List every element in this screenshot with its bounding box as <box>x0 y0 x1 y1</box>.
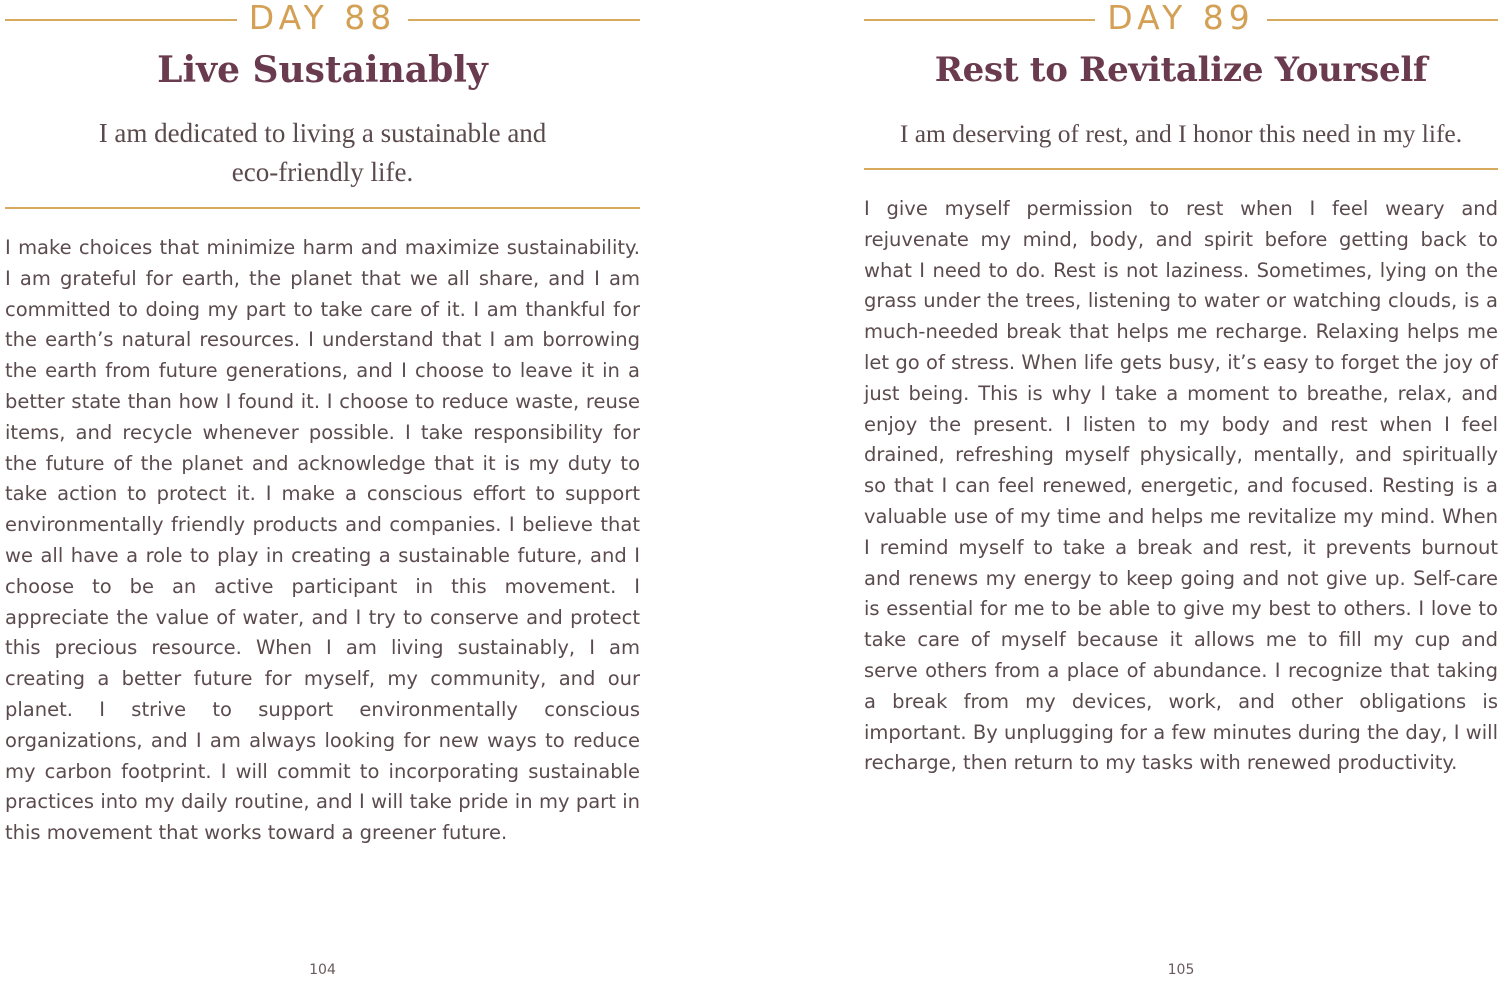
section-divider <box>864 168 1498 170</box>
section-divider <box>5 207 640 209</box>
day-label: DAY 88 <box>248 0 397 37</box>
affirmation: I am deserving of rest, and I honor this need in my life. <box>899 119 1463 148</box>
body-text: I make choices that minimize harm and maximize sustainability. I am grateful for earth, the planet that we all share, and I am committed to doing my part to take care of it. I am thankful for the earth’s natural resources. I understand that I am borrowing the earth from future generations, and I choose to leave it in a better state than how I found it. I choose to reduce waste, reuse items, and recycle whenever possible. I take responsibility for the future of the planet and acknowledge that it is my duty to take action to protect it. I make a conscious effort to support environmentally friendly products and companies. I believe that we all have a role to play in creating a sustainable future, and I choose to be an active participant in this movement. I appreciate the value of water, and I try to conserve and protect this precious resource. When I am living sustainably, I am creating a better future for myself, my community, and our planet. I strive to support environmentally conscious organizations, and I am always looking for new ways to reduce my carbon footprint. I will commit to incorporating sustainable practices into my daily routine, and I will take pride in my part in this movement that works toward a greener future. <box>5 236 640 845</box>
body-text: I give myself permission to rest when I feel weary and rejuvenate my mind, body, and spirit before getting back to what I need to do. Rest is not laziness. Sometimes, lying on the grass under the trees, listening to water or watching clouds, is a much-needed break that helps me recharge. Relaxing helps me let go of stress. When life gets busy, it’s easy to forget the joy of just being. This is why I take a moment to breathe, relax, and enjoy the present. I listen to my body and rest when I feel drained, refreshing myself physically, mentally, and spiritually so that I can feel renewed, energetic, and focused. Resting is a valuable use of my time and helps me revitalize my mind. When I remind myself to take a break and rest, it prevents burnout and renews my energy to keep going and not give up. Self-care is essential for me to be able to give my best to others. I love to take care of myself because it allows me to fill my cup and serve others from a place of abundance. I recognize that taking a break from my devices, work, and other obligations is important. By unplugging for a few minutes during the day, I will recharge, then return to my tasks with renewed productivity. <box>864 197 1498 775</box>
day-heading <box>864 0 1498 36</box>
page-number: 104 <box>309 962 336 978</box>
heading-rule-left <box>5 19 237 21</box>
entry-title: Live Sustainably <box>157 49 488 91</box>
left-page <box>5 0 640 983</box>
right-page <box>864 0 1498 983</box>
affirmation: I am dedicated to living a sustainable and eco-friendly life. <box>98 118 547 187</box>
entry-title: Rest to Revitalize Yourself <box>934 50 1428 90</box>
heading-rule-left <box>864 19 1095 21</box>
page-number: 105 <box>1167 962 1195 978</box>
day-label: DAY 89 <box>1107 0 1255 37</box>
heading-rule-right <box>408 19 640 21</box>
heading-rule-right <box>1267 19 1498 21</box>
day-heading <box>5 0 640 36</box>
